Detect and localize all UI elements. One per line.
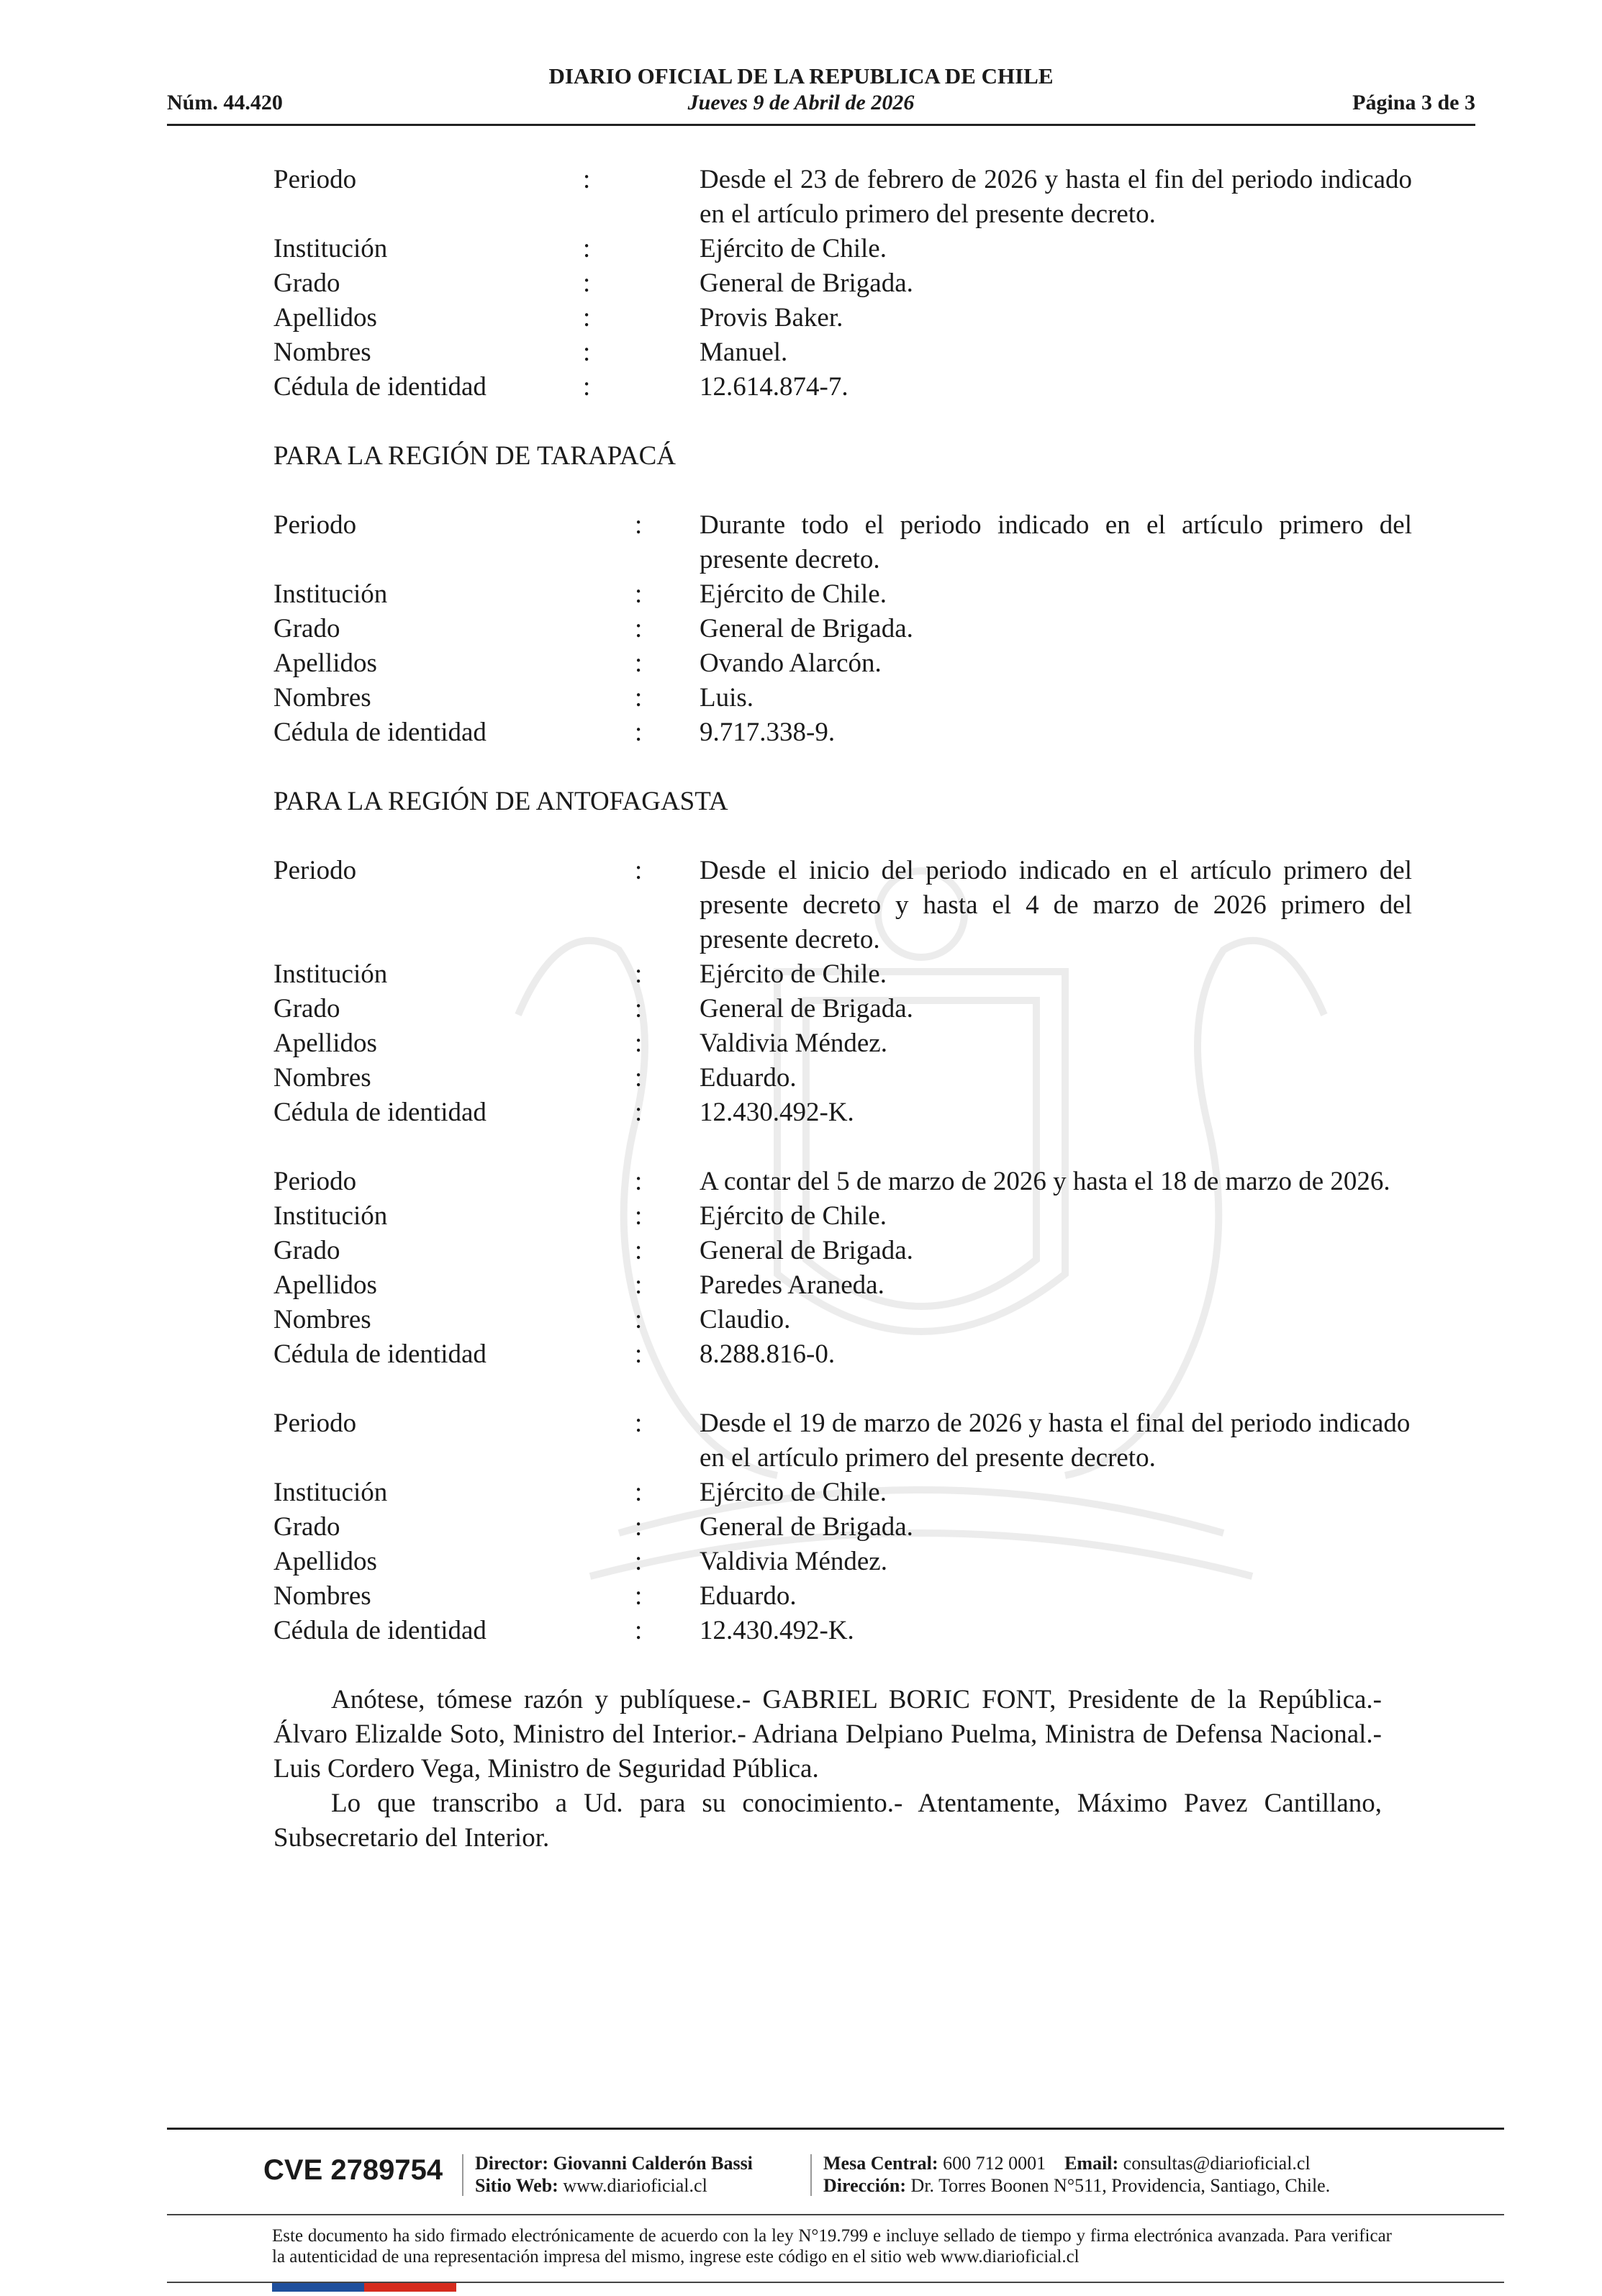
field-label: Institución	[273, 959, 388, 989]
field-colon: :	[635, 1201, 643, 1231]
field-colon: :	[583, 303, 591, 333]
field-label: Periodo	[273, 1167, 357, 1196]
field-label: Periodo	[273, 856, 357, 885]
section-heading: PARA LA REGIÓN DE ANTOFAGASTA	[273, 787, 728, 816]
footer-divider	[167, 2214, 1504, 2215]
field-label: Nombres	[273, 1063, 371, 1093]
field-label: Grado	[273, 614, 340, 643]
field-label: Institución	[273, 234, 388, 263]
flag-red-segment	[364, 2283, 456, 2292]
field-label: Grado	[273, 268, 340, 298]
field-label: Institución	[273, 1478, 388, 1507]
address-label: Dirección:	[823, 2175, 907, 2196]
field-colon: :	[635, 1270, 643, 1300]
field-colon: :	[583, 372, 591, 402]
footer-divider	[167, 2128, 1504, 2130]
issue-number: Núm. 44.420	[167, 91, 283, 114]
email-label: Email:	[1064, 2153, 1119, 2174]
flag-blue-segment	[272, 2283, 364, 2292]
field-colon: :	[635, 683, 643, 713]
field-value: Paredes Araneda.	[700, 1270, 884, 1300]
field-label: Apellidos	[273, 1270, 377, 1300]
field-label: Cédula de identidad	[273, 1616, 487, 1645]
field-colon: :	[583, 338, 591, 367]
field-label: Periodo	[273, 165, 357, 194]
field-colon: :	[635, 614, 643, 643]
field-label: Grado	[273, 1236, 340, 1265]
assignment-block	[273, 508, 1411, 750]
field-label: Grado	[273, 1512, 340, 1542]
field-colon: :	[635, 1063, 643, 1093]
legal-notice: Este documento ha sido firmado electrónicamente de acuerdo con la ley N°19.799 e incluye sellado de tiempo y firma electrónica avanzada. Para verificar la autenticidad de una representación impresa del mismo, ingrese este código en el sitio web www.diarioficial.cl	[272, 2226, 1392, 2266]
document-body	[273, 163, 1411, 1856]
field-label: Apellidos	[273, 1029, 377, 1058]
address-value: Dr. Torres Boonen N°511, Providencia, Santiago, Chile.	[910, 2175, 1331, 2196]
section-heading: PARA LA REGIÓN DE TARAPACÁ	[273, 441, 676, 471]
field-colon: :	[635, 1616, 643, 1645]
field-value: Ejército de Chile.	[700, 1478, 887, 1507]
field-label: Periodo	[273, 1409, 357, 1438]
transcription-paragraph: Lo que transcribo a Ud. para su conocimiento.- Atentamente, Máximo Pavez Cantillano, Subsecretario del Interior.	[273, 1789, 1382, 1853]
field-colon: :	[635, 1512, 643, 1542]
field-value: A contar del 5 de marzo de 2026 y hasta el 18 de marzo de 2026.	[700, 1167, 1390, 1196]
field-colon: :	[635, 1098, 643, 1127]
assignment-block	[273, 1406, 1411, 1648]
field-value: Ejército de Chile.	[700, 579, 887, 609]
field-label: Grado	[273, 994, 340, 1023]
field-colon: :	[635, 1167, 643, 1196]
header-divider	[167, 124, 1475, 126]
field-colon: :	[635, 1478, 643, 1507]
field-value: Desde el inicio del periodo indicado en el artículo primero del presente decreto y hasta el 4 de marzo de 2026 primero del presente decreto.	[700, 856, 1412, 954]
field-value: Manuel.	[700, 338, 788, 367]
field-value: 12.430.492-K.	[700, 1616, 854, 1645]
field-label: Nombres	[273, 1305, 371, 1334]
field-colon: :	[635, 994, 643, 1023]
field-value: 12.614.874-7.	[700, 372, 848, 402]
footer-contact-info	[823, 2152, 1330, 2197]
field-value: Eduardo.	[700, 1063, 797, 1093]
field-label: Cédula de identidad	[273, 372, 487, 402]
field-colon: :	[635, 579, 643, 609]
cve-code: CVE 2789754	[263, 2154, 443, 2186]
flag-stripe	[272, 2283, 456, 2292]
footer-director-info	[475, 2152, 753, 2197]
field-value: Ovando Alarcón.	[700, 648, 882, 678]
assignment-block	[273, 1165, 1411, 1372]
field-value: General de Brigada.	[700, 1236, 913, 1265]
field-colon: :	[635, 1409, 643, 1438]
website-link[interactable]: www.diarioficial.cl	[563, 2175, 707, 2196]
field-colon: :	[635, 1339, 643, 1369]
field-colon: :	[635, 510, 643, 540]
field-label: Apellidos	[273, 303, 377, 333]
issue-date: Jueves 9 de Abril de 2026	[687, 91, 915, 114]
field-colon: :	[635, 648, 643, 678]
website-label: Sitio Web:	[475, 2175, 558, 2196]
field-label: Cédula de identidad	[273, 1098, 487, 1127]
director-label: Director:	[475, 2153, 549, 2174]
field-value: 9.717.338-9.	[700, 718, 836, 747]
field-value: 8.288.816-0.	[700, 1339, 836, 1369]
field-value: Provis Baker.	[700, 303, 843, 333]
field-value: Valdivia Méndez.	[700, 1029, 887, 1058]
field-label: Nombres	[273, 338, 371, 367]
field-value: 12.430.492-K.	[700, 1098, 854, 1127]
field-colon: :	[635, 1581, 643, 1611]
field-value: General de Brigada.	[700, 994, 913, 1023]
field-value: General de Brigada.	[700, 1512, 913, 1542]
field-label: Cédula de identidad	[273, 718, 487, 747]
field-colon: :	[583, 165, 591, 194]
email-link[interactable]: consultas@diarioficial.cl	[1123, 2153, 1311, 2174]
field-value: General de Brigada.	[700, 614, 913, 643]
field-colon: :	[635, 856, 643, 885]
field-value: Ejército de Chile.	[700, 234, 887, 263]
field-value: Claudio.	[700, 1305, 791, 1334]
field-label: Apellidos	[273, 1547, 377, 1576]
field-label: Apellidos	[273, 648, 377, 678]
assignment-block	[273, 163, 1411, 404]
footer-separator	[462, 2154, 463, 2196]
field-value: Durante todo el periodo indicado en el artículo primero del presente decreto.	[700, 510, 1412, 574]
assignment-block	[273, 854, 1411, 1130]
field-value: General de Brigada.	[700, 268, 913, 298]
field-value: Desde el 19 de marzo de 2026 y hasta el final del periodo indicado en el artículo primero del presente decreto.	[700, 1409, 1411, 1473]
field-label: Institución	[273, 1201, 388, 1231]
field-label: Nombres	[273, 1581, 371, 1611]
field-colon: :	[583, 234, 591, 263]
field-colon: :	[635, 718, 643, 747]
field-value: Valdivia Méndez.	[700, 1547, 887, 1576]
footer-separator	[810, 2154, 812, 2196]
director-name: Giovanni Calderón Bassi	[553, 2153, 753, 2174]
closing-paragraph: Anótese, tómese razón y publíquese.- GABRIEL BORIC FONT, Presidente de la República.- Álvaro Elizalde Soto, Ministro del Interior.- Adriana Delpiano Puelma, Ministra de Defensa Nacional.- Luis Cordero Vega, Ministro de Seguridad Pública.	[273, 1685, 1382, 1784]
field-colon: :	[583, 268, 591, 298]
page-number: Página 3 de 3	[1352, 91, 1475, 114]
field-colon: :	[635, 1029, 643, 1058]
field-value: Eduardo.	[700, 1581, 797, 1611]
field-value: Desde el 23 de febrero de 2026 y hasta el fin del periodo indicado en el artículo primero del presente decreto.	[700, 165, 1412, 229]
field-value: Luis.	[700, 683, 754, 713]
field-colon: :	[635, 959, 643, 989]
newspaper-title: DIARIO OFICIAL DE LA REPUBLICA DE CHILE	[548, 63, 1054, 89]
field-colon: :	[635, 1547, 643, 1576]
field-label: Nombres	[273, 683, 371, 713]
mesa-label: Mesa Central:	[823, 2153, 938, 2174]
field-label: Institución	[273, 579, 388, 609]
field-colon: :	[635, 1305, 643, 1334]
mesa-phone: 600 712 0001	[943, 2153, 1046, 2174]
field-label: Periodo	[273, 510, 357, 540]
field-value: Ejército de Chile.	[700, 959, 887, 989]
field-value: Ejército de Chile.	[700, 1201, 887, 1231]
field-label: Cédula de identidad	[273, 1339, 487, 1369]
field-colon: :	[635, 1236, 643, 1265]
